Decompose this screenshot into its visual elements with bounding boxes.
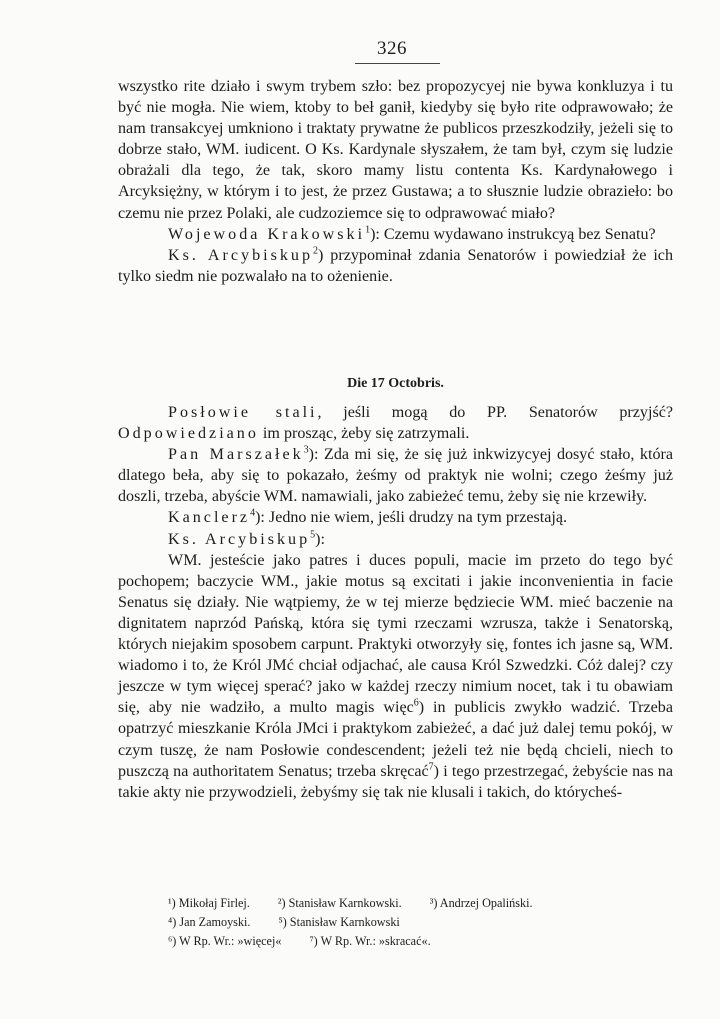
page-number-rule [355, 63, 440, 64]
paragraph-text: ) in publicis zwykło wadzić. Trzeba opatrzyć mieszkanie Króla JMci i praktykom zabieżeć, a dać już dalej temu pokój, w czym tuszę, że nam Posłowie condescendent; jeżeli też nie będą chcieli, niech to puszczą na authoritatem Senatus; trzeba skręcać [118, 699, 674, 780]
speaker-name: Posłowie stali [168, 404, 318, 421]
paragraph-text: ): [315, 530, 325, 548]
footnote-line [168, 894, 638, 913]
paragraph [118, 402, 673, 444]
text-block-main [118, 402, 673, 803]
footnote-ref: 4 [250, 508, 256, 520]
paragraph [118, 507, 673, 528]
footnote-ref: 2 [313, 245, 319, 257]
speaker-name: Ks. Arcybiskup [168, 530, 311, 548]
footnote: ⁵) Stanisław Karnkowski [278, 915, 400, 929]
footnotes [168, 894, 638, 951]
paragraph-text: , jeśli mogą do PP. Senatorów przyjść? [317, 404, 673, 421]
paragraph [118, 550, 673, 803]
paragraph [118, 224, 673, 245]
paragraph [118, 529, 673, 550]
paragraph [118, 245, 673, 287]
footnote: ⁴) Jan Zamoyski. [168, 915, 251, 929]
paragraph-text: ): Jedno nie wiem, jeśli drudzy na tym przestają. [255, 509, 568, 527]
section-heading: Die 17 Octobris. [347, 376, 444, 391]
paragraph-text: ): Zda mi się, że się już inkwizycyej dosyć stało, która dlatego beła, aby się to pokazało, żeśmy od praktyk nie wolni; czego żeśmy już doszli, trzeba, abyście WM. namawiali, jako zabieżeć temu, żeby się nie krzewiły. [118, 446, 673, 506]
paragraph-text: wszystko rite działo i swym trybem szło: bez propozycyej nie bywa konkluzya i tu być nie mogła. Nie wiem, ktoby to beł ganił, kiedyby się było rite odprawowało; że nam transakcyej umkniono i traktaty prywatne że publicos przeszkodziły, jeżeli się to dobrze stało, WM. iudicent. O Ks. Kardynale słyszałem, że tam był, czym się ludzie obrażali dla tego, że tak, skoro mamy listu contenta Ks. Kardynałowego i Arcyksiężny, w którym i to jest, że przez Gustawa; a to słusznie ludzie obraziełο: bo czemu nie przez Polaki, ale cudzoziemce się to odprawować miało? [118, 78, 673, 222]
speaker-name: Odpowiedziano [118, 425, 259, 443]
paragraph-text: im prosząc, żeby się zatrzymali. [258, 425, 470, 443]
paragraph-text: WM. jesteście jako patres i duces populi, macie im przeto do tego być pochopem; baczycie WM., jakie motus są excitati i jakie inconvenientia in facie Senatus się działy. Nie wątpiemy, że w tej mierze będziecie WM. mieć baczenie na dignitatem naprzód Pańską, która się tymi rzeczami wzrusza, także i Senatorską, których niejakim sposobem carpunt. Praktyki otworzyły się, fontes ich jasne są, WM. wiadomo i to, że Król JMć chciał odjachać, ale causa Król Szwedzki. Cóż dalej? czy jeszcze w tym więcej sperać? jako w każdej rzeczy nimium nocet, tak i tu obawiam się, aby nie wadziło, a multo magis więc [118, 551, 673, 717]
footnote: ³) Andrzej Opaliński. [429, 896, 533, 910]
speaker-name: Pan Marszałek [168, 446, 304, 464]
footnote-line [168, 932, 638, 951]
footnote: ⁶) W Rp. Wr.: »więcej« [168, 934, 282, 948]
paragraph [118, 444, 673, 507]
paragraph-text: ): Czemu wydawano instrukcyą bez Senatu? [370, 225, 656, 243]
footnote-ref: 1 [365, 224, 371, 236]
page-number: 326 [377, 38, 407, 59]
footnote: ⁷) W Rp. Wr.: »skracać«. [309, 934, 431, 948]
speaker-name: Kanclerz [168, 509, 251, 527]
speaker-name: Ks. Arcybiskup [168, 246, 314, 264]
speaker-name: Wojewoda Krakowski [168, 225, 366, 243]
footnote-ref: 5 [310, 529, 316, 541]
footnote-ref: 6 [413, 697, 419, 709]
paragraph [118, 76, 673, 224]
footnote-ref: 7 [428, 761, 434, 773]
text-block-top [118, 76, 673, 287]
footnote: ²) Stanisław Karnkowski. [277, 896, 402, 910]
footnote-line [168, 913, 638, 932]
paragraph-text: ) przypominał zdania Senatorów i powiedział że ich tylko siedm nie pozwalało na to ożenienie. [118, 246, 673, 285]
paragraph-text: ) i tego przestrzegać, żebyście nas na takie akty nie przywodzieli, żebyśmy się tak nie klusali i takich, do którycheś- [118, 762, 674, 801]
footnote-ref: 3 [303, 444, 309, 456]
footnote: ¹) Mikołaj Firlej. [168, 896, 250, 910]
